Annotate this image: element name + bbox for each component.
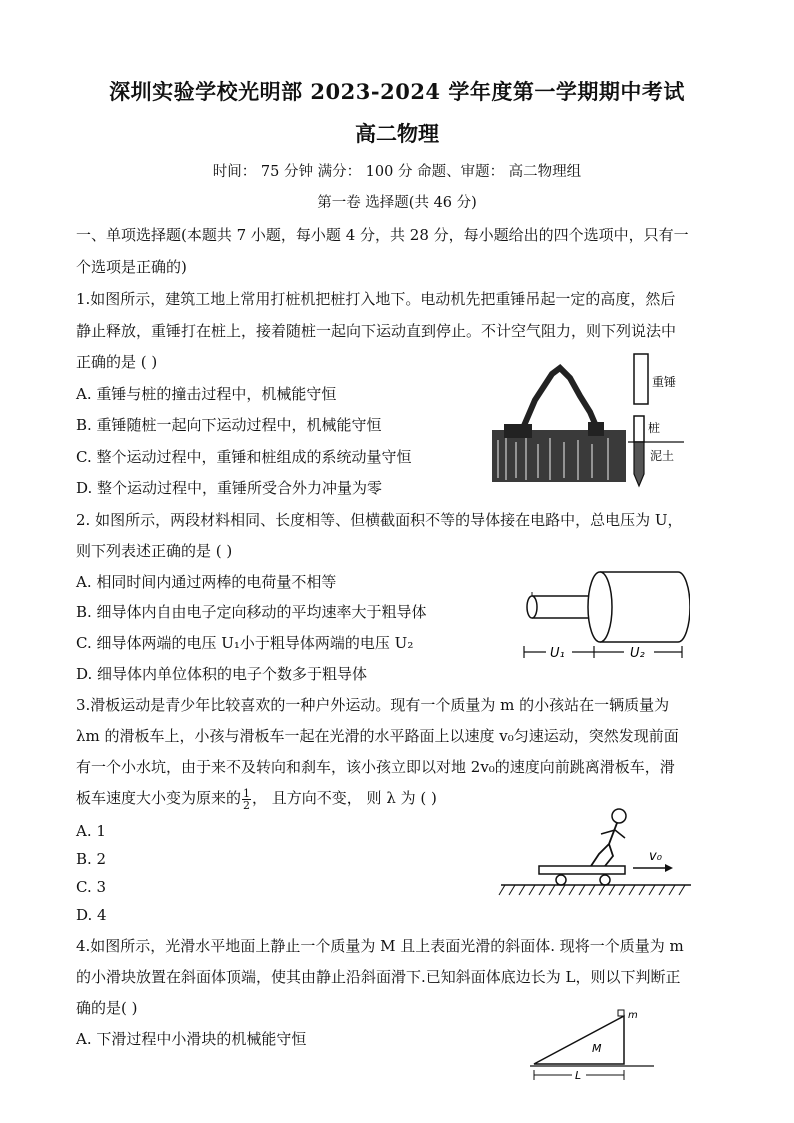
q4-stem-line3: 确的是( )	[76, 999, 138, 1017]
small-mass-label: m	[628, 1010, 638, 1021]
section-heading-line1: 一、单项选择题(本题共 7 小题，每小题 4 分，共 28 分，每小题给出的四个选项中，只有一	[76, 226, 689, 244]
q2-option-c: C. 细导体两端的电压 U₁小于粗导体两端的电压 U₂	[76, 634, 414, 652]
section-heading-line2: 个选项是正确的)	[76, 258, 187, 276]
q2-stem-line1: 2. 如图所示，两段材料相同、长度相等、但横截面积不等的导体接在电路中，总电压为 U，	[76, 511, 683, 529]
volume-heading: 第一卷 选择题(共 46 分)	[317, 195, 477, 211]
q1-stem-line1: 1.如图所示，建筑工地上常用打桩机把桩打入地下。电动机先把重锤吊起一定的高度，然后	[76, 290, 676, 308]
base-length-label: L	[575, 1069, 582, 1082]
pile-driver-photo	[490, 360, 628, 484]
u1-label: U₁	[550, 646, 565, 661]
u2-label: U₂	[630, 646, 645, 661]
subject-title: 高二物理	[355, 121, 439, 146]
q3-stem-line3: 有一个小水坑，由于来不及转向和刹车，该小孩立即以对地 2v₀的速度向前跳离滑板车，滑	[76, 758, 675, 776]
v0-label: v₀	[649, 849, 662, 864]
q3-stem-line4	[76, 787, 437, 811]
exam-title: 深圳实验学校光明部 2023-2024 学年度第一学期期中考试	[109, 79, 685, 104]
fraction-denominator: 2	[243, 798, 251, 812]
q3-stem-line1: 3.滑板运动是青少年比较喜欢的一种户外运动。现有一个质量为 m 的小孩站在一辆质量为	[76, 696, 670, 714]
skateboard-diagram	[495, 800, 693, 900]
soil-label: 泥土	[650, 449, 675, 463]
q2-option-d: D. 细导体内单位体积的电子个数多于粗导体	[76, 665, 368, 683]
q3-option-d: D. 4	[76, 906, 107, 924]
q1-option-c: C. 整个运动过程中，重锤和桩组成的系统动量守恒	[76, 448, 412, 466]
incline-mass-label: M	[592, 1042, 602, 1055]
hammer-pile-diagram	[628, 350, 688, 492]
conductor-diagram	[518, 562, 690, 668]
q3-option-b: B. 2	[76, 850, 107, 868]
q1-stem-line2: 静止释放，重锤打在桩上，接着随桩一起向下运动直到停止。不计空气阻力，则下列说法中	[76, 322, 677, 340]
hammer-label: 重锤	[652, 375, 677, 389]
q3-option-a: A. 1	[76, 822, 106, 840]
q1-option-a: A. 重锤与桩的撞击过程中，机械能守恒	[76, 385, 337, 403]
q4-stem-line2: 的小滑块放置在斜面体顶端，使其由静止沿斜面滑下.已知斜面体底边长为 L，则以下判断正	[76, 968, 681, 986]
q3-stem-line2: λm 的滑板车上，小孩与滑板车一起在光滑的水平路面上以速度 v₀匀速运动，突然发现前面	[76, 727, 679, 745]
pile-label: 桩	[648, 421, 661, 435]
q3-option-c: C. 3	[76, 878, 107, 896]
fraction-one-half	[242, 788, 251, 811]
q3-line4-post: ， 且方向不变， 则 λ 为 ( )	[252, 789, 437, 807]
q1-option-d: D. 整个运动过程中，重锤所受合外力冲量为零	[76, 479, 383, 497]
incline-diagram	[528, 1008, 660, 1104]
q1-option-b: B. 重锤随桩一起向下运动过程中，机械能守恒	[76, 416, 382, 434]
q1-stem-line3: 正确的是 ( )	[76, 353, 158, 371]
q3-line4-pre: 板车速度大小变为原来的	[76, 789, 242, 807]
q4-stem-line1: 4.如图所示，光滑水平地面上静止一个质量为 M 且上表面光滑的斜面体. 现将一个质量为 m	[76, 937, 684, 955]
fraction-numerator: 1	[243, 786, 251, 800]
q2-stem-line2: 则下列表述正确的是 ( )	[76, 542, 233, 560]
q2-option-b: B. 细导体内自由电子定向移动的平均速率大于粗导体	[76, 603, 427, 621]
q4-option-a: A. 下滑过程中小滑块的机械能守恒	[76, 1030, 307, 1048]
q2-option-a: A. 相同时间内通过两棒的电荷量不相等	[76, 573, 337, 591]
exam-meta: 时间： 75 分钟 满分： 100 分 命题、审题： 高二物理组	[212, 164, 582, 180]
